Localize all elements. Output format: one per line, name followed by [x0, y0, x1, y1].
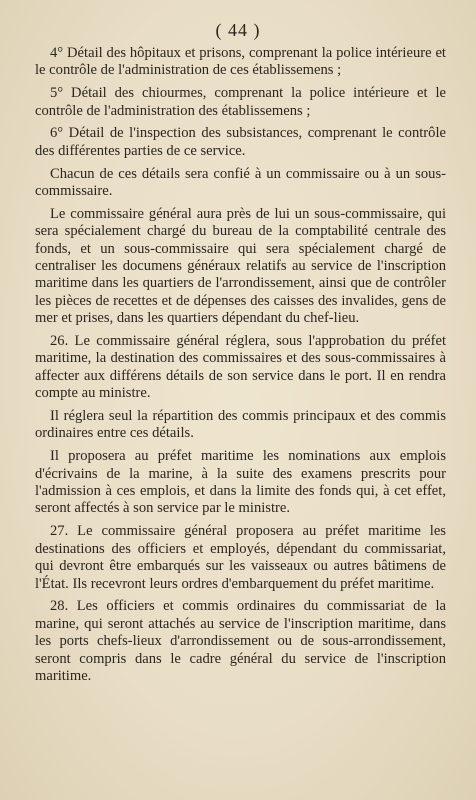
paragraph-nominations-ecrivains: Il proposera au préfet maritime les nominations aux emplois d'écrivains de la marine, à la suite des examens prescrits pour l'admission à ces emplois, et dans la limite des fonds qui, à cet effet, seront affectés à son service par le ministre. — [35, 448, 446, 517]
paragraph-repartition-commis: Il réglera seul la répartition des commis principaux et des commis ordinaires entre ces détails. — [35, 408, 446, 442]
paragraph-article-28: 28. Les officiers et commis ordinaires du commissariat de la marine, qui seront attachés au service de l'inscription maritime, dans les ports chefs-lieux d'arrondissement ou de sous-arrondissement, seront compris dans le cadre général du service de l'inscription maritime. — [35, 598, 446, 684]
paragraph-detail-6: 6° Détail de l'inspection des subsistances, comprenant le contrôle des différentes parties de ce service. — [35, 125, 446, 159]
paragraph-details-assignment: Chacun de ces détails sera confié à un commissaire ou à un sous-commissaire. — [35, 165, 446, 200]
paragraph-detail-5: 5° Détail des chiourmes, comprenant la police intérieure et le contrôle de l'administration des établissemens ; — [35, 85, 446, 119]
paragraph-detail-4: 4° Détail des hôpitaux et prisons, comprenant la police intérieure et le contrôle de l'administration de ces établissemens ; — [35, 45, 446, 79]
paragraph-sous-commissaires: Le commissaire général aura près de lui un sous-commissaire, qui sera spécialement chargé du bureau de la comptabilité centrale des fonds, et un sous-commissaire qui sera spécialement chargé de centraliser les documens généraux relatifs au service de l'inscription maritime dans les quartiers de l'arrondissement, ainsi que de contrôler les pièces de recettes et de dépenses des caisses des invalides, gens de mer et prises, dans les quartiers dépendant du chef-lieu. — [35, 205, 446, 327]
paragraph-article-27: 27. Le commissaire général proposera au préfet maritime les destinations des officiers et employés, dépendant du commissariat, qui devront être embarqués sur les vaisseaux ou autres bâtimens de l'État. Ils recevront leurs ordres d'embarquement du préfet maritime. — [35, 523, 446, 592]
body-text — [35, 45, 446, 685]
page-number: ( 44 ) — [215, 20, 261, 40]
paragraph-article-26: 26. Le commissaire général réglera, sous l'approbation du préfet maritime, la destination des commissaires et des sous-commissaires à affecter aux différens détails de son service dans le port. Il en rendra compte au ministre. — [35, 333, 446, 402]
